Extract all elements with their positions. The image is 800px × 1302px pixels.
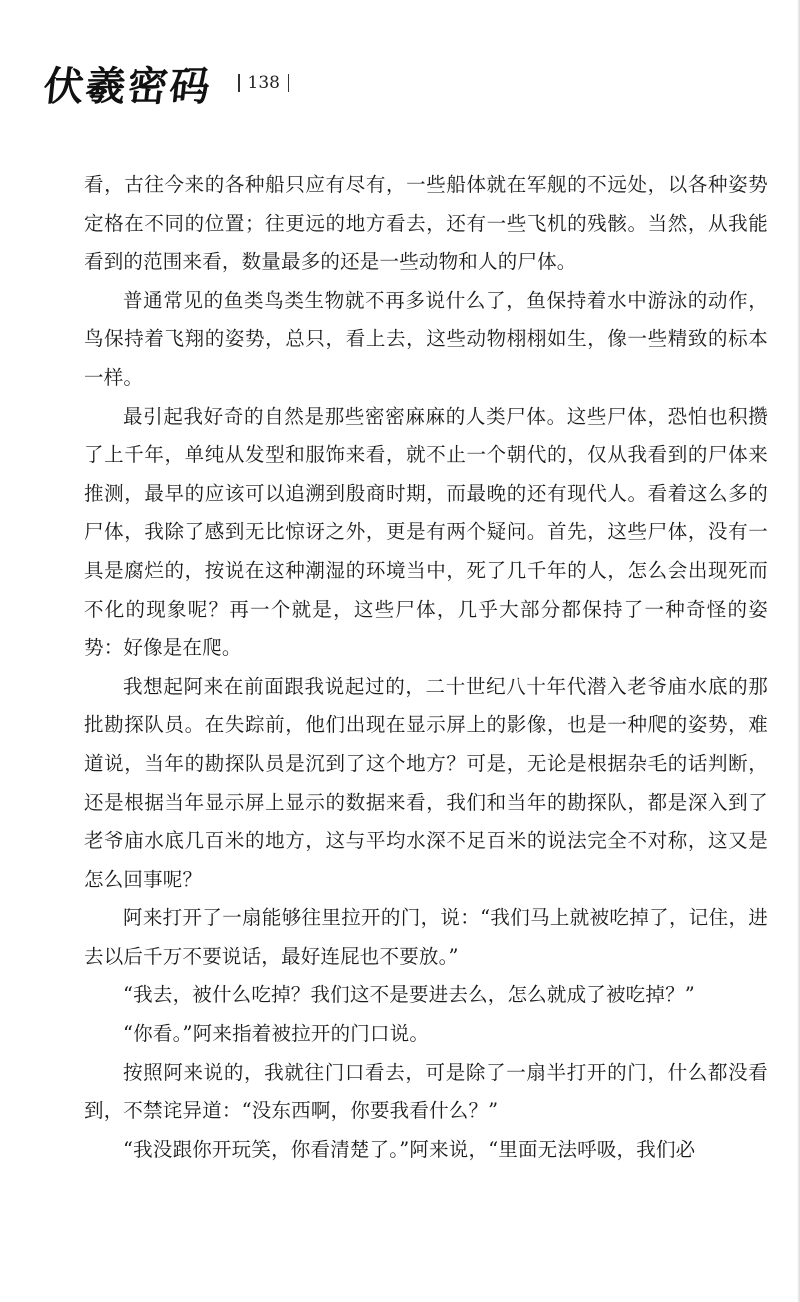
paragraph-4: 我想起阿来在前面跟我说起过的，二十世纪八十年代潜入老爷庙水底的那批勘探队员。在失踪前，他们出现在显示屏上的影像，也是一种爬的姿势，难道说，当年的勘探队员是沉到了这个地方？可是，无论是根据杂毛的话判断，还是根据当年显示屏上显示的数据来看，我们和当年的勘探队，都是深入到了老爷庙水底几百米的地方，这与平均水深不足百米的说法完全不对称，这又是怎么回事呢？	[84, 674, 768, 891]
paragraph-1: 看，古往今来的各种船只应有尽有，一些船体就在军舰的不远处，以各种姿势定格在不同的位置；往更远的地方看去，还有一些飞机的残骸。当然，从我能看到的范围来看，数量最多的还是一些动物和人的尸体。	[84, 173, 768, 274]
page-header	[41, 58, 297, 110]
book-title: 伏羲密码	[41, 62, 215, 110]
paragraph-8: 按照阿来说的，我就往门口看去，可是除了一扇半打开的门，什么都没看到，不禁诧异道：“没东西啊，你要我看什么？”	[84, 1060, 768, 1123]
page-number: 138	[247, 73, 280, 93]
divider-left	[238, 74, 240, 92]
body-text	[84, 166, 768, 1169]
paragraph-6: “我去，被什么吃掉？我们这不是要进去么，怎么就成了被吃掉？”	[123, 983, 695, 1007]
divider-right	[288, 74, 290, 92]
page-number-block	[230, 73, 297, 93]
paragraph-7: “你看。”阿来指着被拉开的门口说。	[123, 1022, 430, 1046]
paragraph-2: 普通常见的鱼类鸟类生物就不再多说什么了，鱼保持着水中游泳的动作，鸟保持着飞翔的姿势，总只，看上去，这些动物栩栩如生，像一些精致的标本一样。	[84, 288, 768, 389]
paragraph-5: 阿来打开了一扇能够往里拉开的门，说：“我们马上就被吃掉了，记住，进去以后千万不要说话，最好连屁也不要放。”	[84, 906, 768, 968]
paragraph-3: 最引起我好奇的自然是那些密密麻麻的人类尸体。这些尸体，恐怕也积攒了上千年，单纯从发型和服饰来看，就不止一个朝代的，仅从我看到的尸体来推测，最早的应该可以追溯到殷商时期，而最晚的还有现代人。看着这么多的尸体，我除了感到无比惊讶之外，更是有两个疑问。首先，这些尸体，没有一具是腐烂的，按说在这种潮湿的环境当中，死了几千年的人，怎么会出现死而不化的现象呢？再一个就是，这些尸体，几乎大部分都保持了一种奇怪的姿势：好像是在爬。	[84, 404, 768, 660]
paragraph-9: “我没跟你开玩笑，你看清楚了。”阿来说，“里面无法呼吸，我们必	[123, 1137, 696, 1161]
